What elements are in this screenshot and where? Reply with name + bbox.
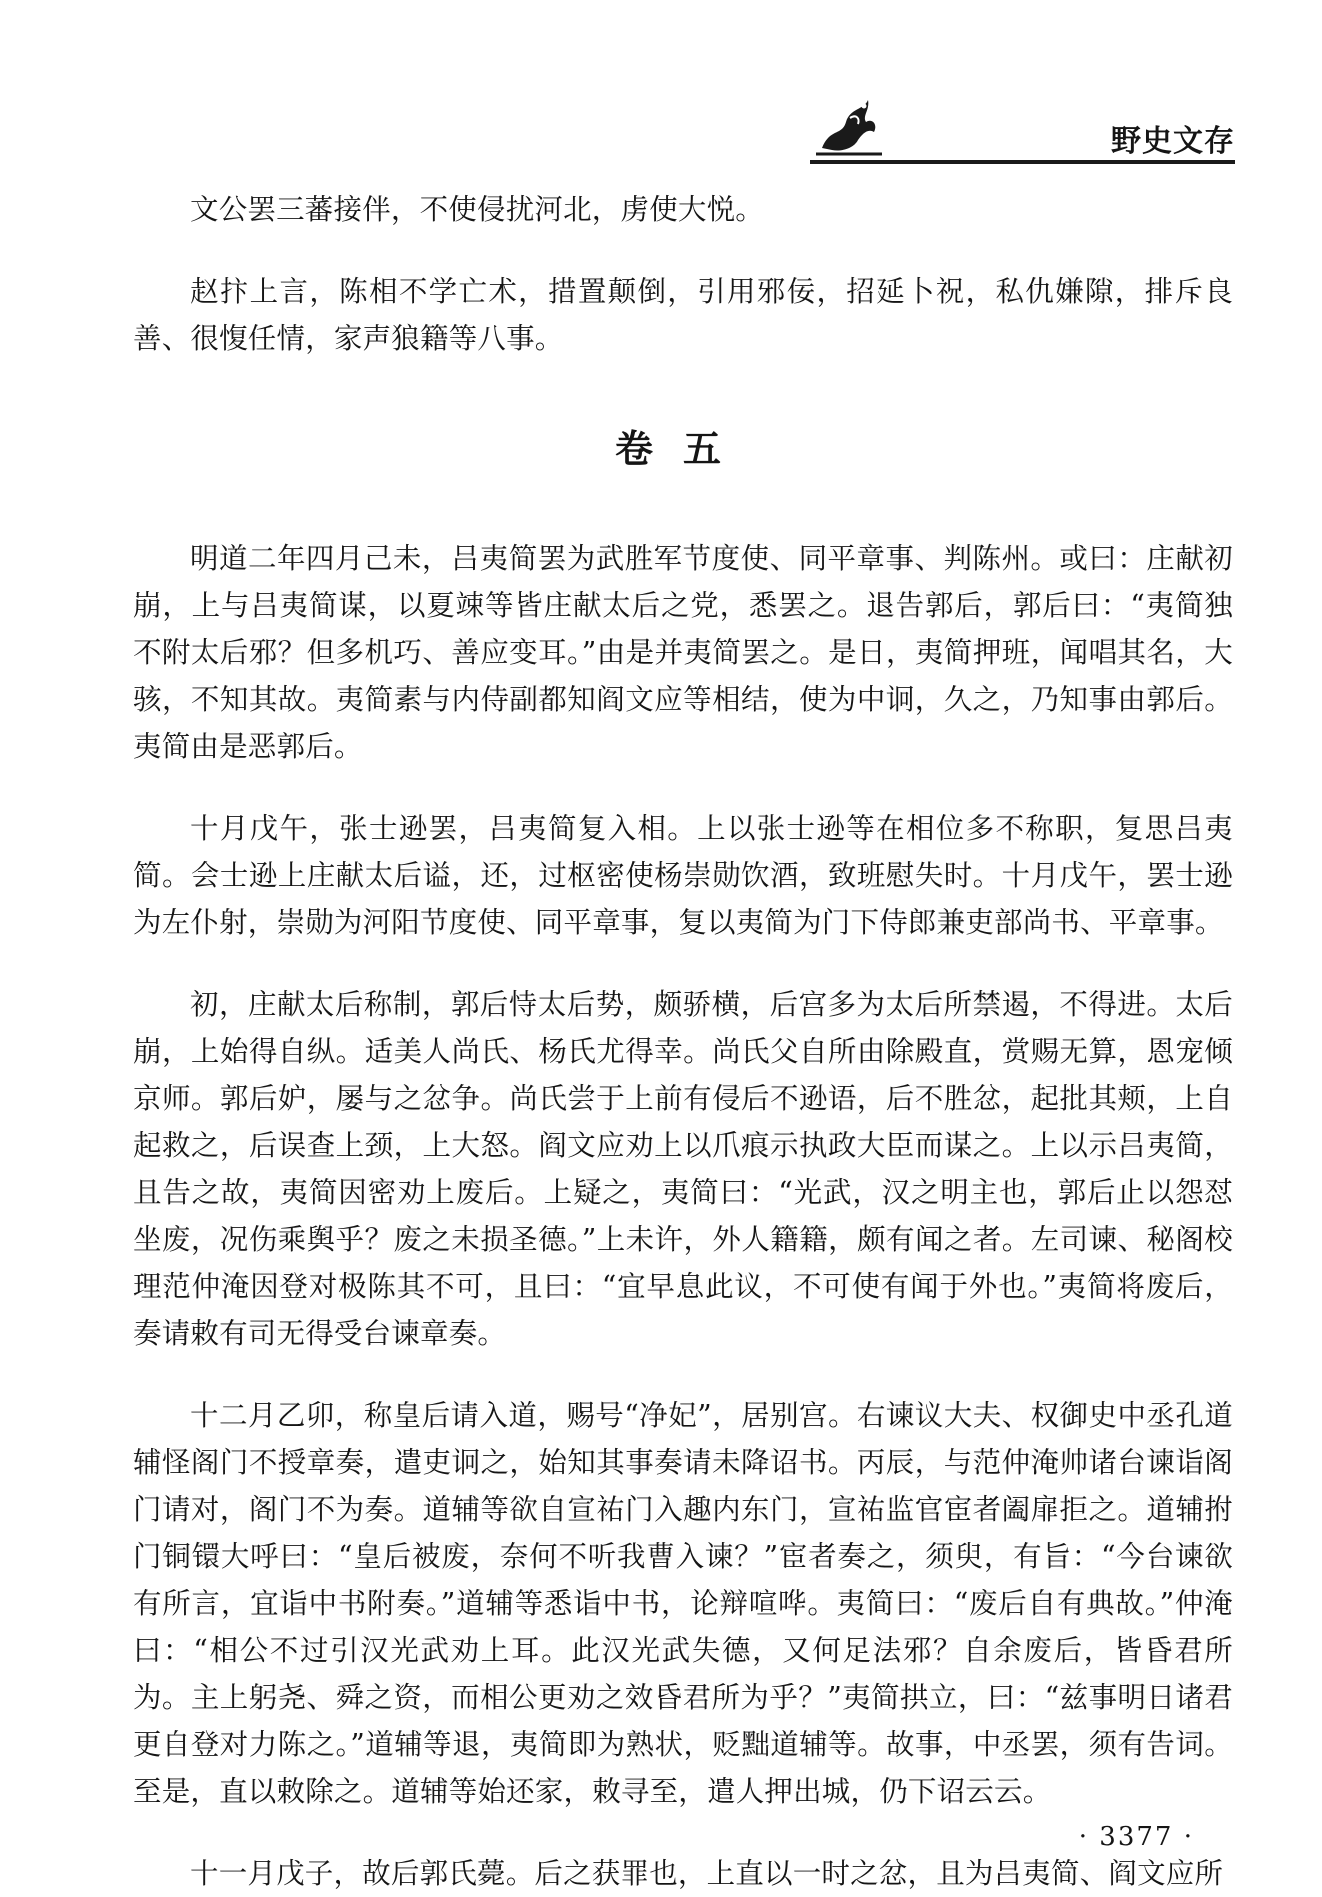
body-paragraph: 文公罢三蕃接伴，不使侵扰河北，虏使大悦。 bbox=[190, 193, 765, 226]
dragon-logo-icon bbox=[812, 88, 886, 160]
header-rule bbox=[810, 160, 1235, 164]
body-paragraph: 十一月戊子，故后郭氏薨。后之获罪也，上直以一时之忿，且为吕夷简、阎文应所 bbox=[190, 1857, 1224, 1890]
chapter-title: 卷五 bbox=[614, 427, 751, 471]
body-paragraph: 初，庄献太后称制，郭后恃太后势，颇骄横，后宫多为太后所禁遏，不得进。太后崩，上始得自纵。适美人尚氏、杨氏尤得幸。尚氏父自所由除殿直，赏赐无算，恩宠倾京师。郭后妒，屡与之忿争。尚氏尝于上前有侵后不逊语，后不胜忿，起批其颊，上自起救之，后误查上颈，上大怒。阎文应劝上以爪痕示执政大臣而谋之。上以示吕夷简，且告之故，夷简因密劝上废后。上疑之，夷简曰：“光武，汉之明主也，郭后止以怨怼坐废，况伤乘舆乎？废之未损圣德。”上未许，外人籍籍，颇有闻之者。左司谏、秘阁校理范仲淹因登对极陈其不可，且曰：“宜早息此议，不可使有闻于外也。”夷简将废后，奏请敕有司无得受台谏章奏。 bbox=[133, 988, 1233, 1350]
body-paragraph: 十月戊午，张士逊罢，吕夷简复入相。上以张士逊等在相位多不称职，复思吕夷简。会士逊上庄献太后谥，还，过枢密使杨崇勋饮酒，致班慰失时。十月戊午，罢士逊为左仆射，崇勋为河阳节度使、同平章事，复以夷简为门下侍郎兼吏部尚书、平章事。 bbox=[133, 812, 1233, 939]
page-number: · 3377 · bbox=[1078, 1822, 1194, 1852]
body-paragraph: 明道二年四月己未，吕夷简罢为武胜军节度使、同平章事、判陈州。或曰：庄献初崩，上与吕夷简谋，以夏竦等皆庄献太后之党，悉罢之。退告郭后，郭后曰：“夷简独不附太后邪？但多机巧、善应变耳。”由是并夷简罢之。是日，夷简押班，闻唱其名，大骇，不知其故。夷简素与内侍副都知阎文应等相结，使为中诇，久之，乃知事由郭后。夷简由是恶郭后。 bbox=[133, 542, 1233, 763]
page-body bbox=[133, 186, 1233, 1897]
page-header bbox=[790, 88, 1235, 166]
body-paragraph: 赵抃上言，陈相不学亡术，措置颠倒，引用邪佞，招延卜祝，私仇嫌隙，排斥良善、很愎任情，家声狼籍等八事。 bbox=[133, 275, 1233, 355]
series-title: 野史文存 bbox=[1111, 124, 1235, 159]
body-paragraph: 十二月乙卯，称皇后请入道，赐号“净妃”，居别宫。右谏议大夫、权御史中丞孔道辅怪阁门不授章奏，遣吏诇之，始知其事奏请未降诏书。丙辰，与范仲淹帅诸台谏诣阁门请对，阁门不为奏。道辅等欲自宣祐门入趣内东门，宣祐监官宦者阖扉拒之。道辅拊门铜镮大呼曰：“皇后被废，奈何不听我曹入谏？”宦者奏之，须臾，有旨：“今台谏欲有所言，宜诣中书附奏。”道辅等悉诣中书，论辩喧哗。夷简曰：“废后自有典故。”仲淹曰：“相公不过引汉光武劝上耳。此汉光武失德，又何足法邪？自余废后，皆昏君所为。主上躬尧、舜之资，而相公更劝之效昏君所为乎？”夷简拱立，曰：“兹事明日诸君更自登对力陈之。”道辅等退，夷简即为熟状，贬黜道辅等。故事，中丞罢，须有告词。至是，直以敕除之。道辅等始还家，敕寻至，遣人押出城，仍下诏云云。 bbox=[133, 1399, 1233, 1808]
